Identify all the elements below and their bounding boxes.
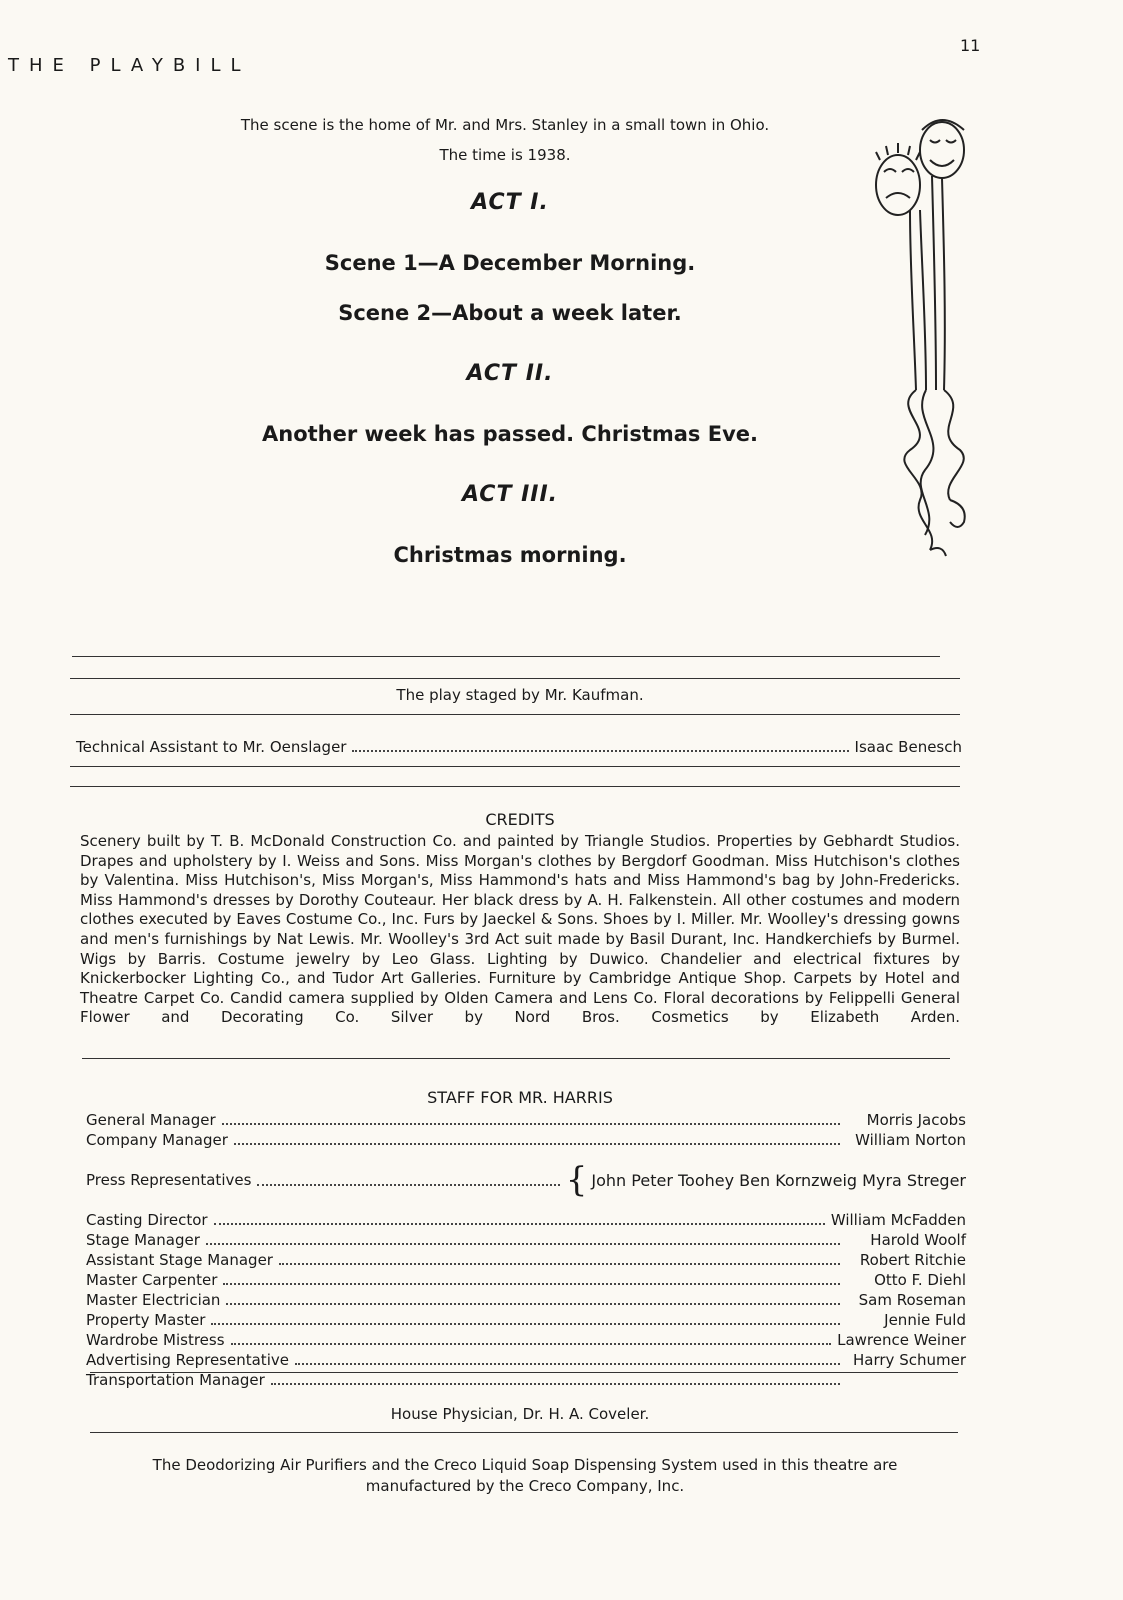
staff-name: Otto F. Diehl xyxy=(874,1271,966,1289)
staff-title: STAFF FOR MR. HARRIS xyxy=(427,1088,613,1107)
staff-list xyxy=(86,1110,966,1390)
staff-row xyxy=(86,1310,966,1330)
leader-dots xyxy=(271,1382,840,1385)
act-1-scene-2: Scene 2—About a week later. xyxy=(338,301,682,325)
setting-time: The time is 1938. xyxy=(439,146,571,164)
staff-name: John Peter Toohey xyxy=(591,1170,735,1190)
staff-row xyxy=(86,1290,966,1310)
leader-dots xyxy=(352,749,848,752)
divider xyxy=(72,656,940,657)
staff-row xyxy=(86,1230,966,1250)
staff-name: Myra Streger xyxy=(862,1170,966,1190)
staff-row xyxy=(86,1330,966,1350)
staff-role: Assistant Stage Manager xyxy=(86,1251,273,1269)
scene-setting xyxy=(190,110,820,170)
staff-name: William Norton xyxy=(855,1131,966,1149)
staff-role: General Manager xyxy=(86,1111,216,1129)
house-physician: House Physician, Dr. H. A. Coveler. xyxy=(390,1405,650,1423)
theatre-masks-icon xyxy=(870,110,990,560)
tragedy-mask-icon xyxy=(876,155,920,215)
act-1-title: ACT I. xyxy=(471,190,549,215)
staff-name: Morris Jacobs xyxy=(866,1111,966,1129)
leader-dots xyxy=(279,1262,840,1265)
staff-name: William McFadden xyxy=(830,1211,966,1229)
staff-role: Wardrobe Mistress xyxy=(86,1331,225,1349)
act-2-title: ACT II. xyxy=(466,361,554,386)
comedy-mask-icon xyxy=(920,122,964,178)
divider xyxy=(90,1372,958,1373)
staff-name: Jennie Fuld xyxy=(884,1311,966,1329)
footer-line: manufactured by the Creco Company, Inc. xyxy=(365,1477,685,1495)
divider xyxy=(70,678,960,679)
staging-credit: The play staged by Mr. Kaufman. xyxy=(396,686,644,704)
credits-body: Scenery built by T. B. McDonald Construction Co. and painted by Triangle Studios. Properties by Gebhardt Studios. Drapes and upholstery by I. Weiss and Sons. Miss Morgan's clothes by Bergdorf Goodman. Miss Hutchison's clothes by Valentina. Miss Hutchison's, Miss Morgan's, Miss Hammond's hats and Miss Hammond's bag by John-Fredericks. Miss Hammond's dresses by Dorothy Couteaur. Her black dress by A. H. Falkenstein. All other costumes and modern clothes executed by Eaves Costume Co., Inc. Furs by Jaeckel & Sons. Shoes by I. Miller. Mr. Woolley's dressing gowns and men's furnishings by Nat Lewis. Mr. Woolley's 3rd Act suit made by Basil Durant, Inc. Handkerchiefs by Burmel. Wigs by Barris. Costume jewelry by Leo Glass. Lighting by Duwico. Chandelier and electrical fixtures by Knickerbocker Lighting Co., and Tudor Art Galleries. Furniture by Cambridge Antique Shop. Carpets by Hotel and Theatre Carpet Co. Candid camera supplied by Olden Camera and Lens Co. Floral decorations by Felippelli General Flower and Decorating Co. Silver by Nord Bros. Cosmetics by Elizabeth Arden. xyxy=(80,832,960,1027)
staff-role: Advertising Representative xyxy=(86,1351,289,1369)
technical-name: Isaac Benesch xyxy=(854,738,962,756)
staff-role: Casting Director xyxy=(86,1211,208,1229)
brace-symbol: { xyxy=(565,1160,588,1200)
act-1-scene-1: Scene 1—A December Morning. xyxy=(324,251,696,275)
footer-line: The Deodorizing Air Purifiers and the Creco Liquid Soap Dispensing System used in this theatre are xyxy=(152,1456,898,1474)
leader-dots xyxy=(214,1222,825,1225)
act-2-description: Another week has passed. Christmas Eve. xyxy=(262,422,758,446)
staff-row xyxy=(86,1210,966,1230)
leader-dots xyxy=(234,1142,840,1145)
staff-name: Lawrence Weiner xyxy=(837,1331,966,1349)
leader-dots xyxy=(226,1302,840,1305)
act-3-title: ACT III. xyxy=(461,482,559,507)
credits-title: CREDITS xyxy=(485,810,555,829)
staff-row xyxy=(86,1250,966,1270)
leader-dots xyxy=(295,1362,840,1365)
staff-role: Master Electrician xyxy=(86,1291,221,1309)
staff-row xyxy=(86,1350,966,1370)
divider xyxy=(70,714,960,715)
staff-role: Company Manager xyxy=(86,1131,228,1149)
acts-section xyxy=(220,190,800,593)
staff-name: Harold Woolf xyxy=(870,1231,966,1249)
divider xyxy=(70,786,960,787)
act-3-description: Christmas morning. xyxy=(393,543,627,567)
staff-row xyxy=(86,1270,966,1290)
press-names xyxy=(591,1171,966,1190)
leader-dots xyxy=(257,1183,559,1186)
staff-row-company-manager xyxy=(86,1130,966,1150)
staff-name: Robert Ritchie xyxy=(859,1251,966,1269)
staff-role: Master Carpenter xyxy=(86,1271,218,1289)
playbill-header: THE PLAYBILL xyxy=(8,55,251,76)
staff-role: Transportation Manager xyxy=(86,1371,265,1389)
staff-role: Stage Manager xyxy=(86,1231,200,1249)
staff-name: Harry Schumer xyxy=(853,1351,966,1369)
setting-line: The scene is the home of Mr. and Mrs. Stanley in a small town in Ohio. xyxy=(240,116,770,134)
staff-row xyxy=(86,1370,966,1390)
staff-role: Property Master xyxy=(86,1311,206,1329)
divider xyxy=(82,1058,950,1059)
staff-name: Sam Roseman xyxy=(858,1291,966,1309)
technical-role: Technical Assistant to Mr. Oenslager xyxy=(76,738,347,756)
leader-dots xyxy=(222,1122,840,1125)
footer-note xyxy=(90,1455,960,1497)
divider xyxy=(90,1432,958,1433)
staff-name: Ben Kornzweig xyxy=(739,1170,858,1190)
page-number: 11 xyxy=(960,36,981,55)
staff-row-general-manager xyxy=(86,1110,966,1130)
leader-dots xyxy=(231,1342,832,1345)
technical-assistant-row xyxy=(76,738,962,756)
staff-role: Press Representatives xyxy=(86,1171,252,1189)
leader-dots xyxy=(211,1322,840,1325)
staff-row-press-representatives xyxy=(86,1150,966,1210)
leader-dots xyxy=(206,1242,840,1245)
divider xyxy=(70,766,960,767)
leader-dots xyxy=(223,1282,840,1285)
